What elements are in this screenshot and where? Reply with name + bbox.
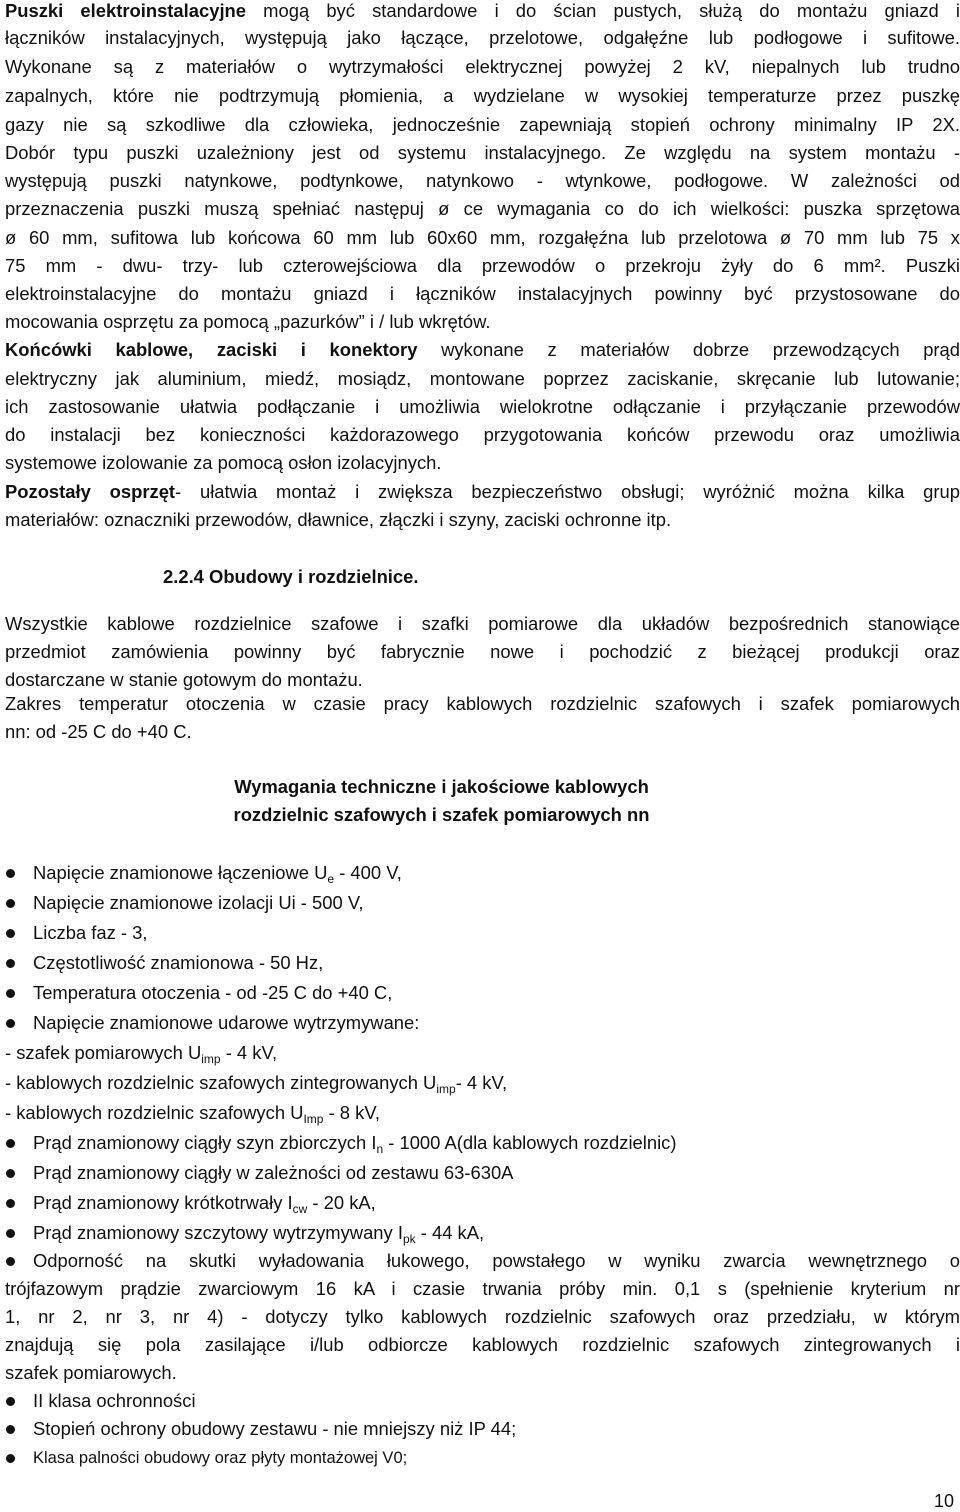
text-span: - ułatwia montaż i zwiększa bezpieczeństwo obsługi; wyróżnić można kilka grup [175,481,960,502]
bullet-icon [6,989,15,998]
paragraph-line: łączników instalacyjnych, występują jako łączące, przelotowe, odgałęźne lub podłogowe i sufitowe. [5,27,960,48]
bullet-icon [6,1139,15,1148]
bullet-icon [6,1019,15,1028]
text-span: - 1000 A(dla kablowych rozdzielnic) [383,1132,677,1153]
list-item-continuation: znajdują się pola zasilające i/lub odbiorcze kablowych rozdzielnic szafowych zintegrowanych i [5,1334,960,1355]
paragraph-line: materiałów: oznaczniki przewodów, dławnice, złączki i szyny, zaciski ochronne itp. [5,509,672,530]
text-span: wykonane z materiałów dobrze przewodzących prąd [417,339,960,360]
dash-item [5,1102,960,1124]
list-item-text: Napięcie znamionowe izolacji Ui - 500 V, [33,892,364,913]
text-span: - kablowych rozdzielnic szafowych zintegrowanych U [5,1072,437,1093]
paragraph-line: przeznaczenia puszki muszą spełniać następuj ø ce wymagania co do ich wielkości: puszka sprzętowa [5,198,960,219]
list-item-text: Napięcie znamionowe udarowe wytrzymywane: [33,1012,420,1033]
text-span: - kablowych rozdzielnic szafowych U [5,1102,304,1123]
bullet-icon [6,1199,15,1208]
list-item-text: Stopień ochrony obudowy zestawu - nie mniejszy niż IP 44; [33,1418,517,1439]
text-span: - szafek pomiarowych U [5,1042,202,1063]
text-span: Napięcie znamionowe łączeniowe U [33,862,328,883]
text-span: - 20 kA, [307,1192,376,1213]
text-span: - 400 V, [334,862,402,883]
requirements-heading-line1: Wymagania techniczne i jakościowe kablowych [234,776,649,797]
list-item-text: Odporność na skutki wyładowania łukowego, powstałego w wyniku zwarcia wewnętrznego o [33,1250,960,1271]
list-item-text: II klasa ochronności [33,1390,196,1411]
paragraph-line: elektryczny jak aluminium, miedź, mosiądz, montowane poprzez zaciskanie, skręcanie lub lutowanie; [5,368,960,389]
text-span: - 4 kV, [455,1072,508,1093]
bullet-icon [6,1454,15,1463]
paragraph-line: występują puszki natynkowe, podtynkowe, natynkowo - wtynkowe, podłogowe. W zależności od [5,170,960,191]
list-item-text: Klasa palności obudowy oraz płyty montażowej V0; [33,1449,408,1467]
dash-item [5,1042,960,1064]
list-item-text: Temperatura otoczenia - od -25 C do +40 C, [33,982,393,1003]
bullet-icon [6,899,15,908]
paragraph-line: Zakres temperatur otoczenia w czasie pracy kablowych rozdzielnic szafowych i szafek pomiarowych [5,693,960,714]
bullet-icon [6,1169,15,1178]
text-span: mogą być standardowe i do ścian pustych, służą do montażu gniazd i [246,0,960,21]
paragraph-line: systemowe izolowanie za pomocą osłon izolacyjnych. [5,452,442,473]
subscript: e [327,872,335,886]
bullet-icon [6,929,15,938]
paragraph-line: mocowania osprzętu za pomocą „pazurków” i / lub wkrętów. [5,311,491,332]
paragraph-line: przedmiot zamówienia powinny być fabrycznie nowe i pochodzić z bieżącej produkcji oraz [5,641,960,662]
list-item-continuation: szafek pomiarowych. [5,1362,177,1383]
paragraph-line: gazy nie są szkodliwe dla człowieka, jednocześnie zapewniają stopień ochrony minimalny IP 2X. [5,114,960,135]
subscript: cw [292,1202,308,1216]
paragraph-puszki-line [5,0,960,22]
paragraph-line: do instalacji bez konieczności każdorazowego przygotowania końców przewodu oraz umożliwia [5,424,960,445]
bullet-icon [6,959,15,968]
subscript: imp [436,1082,456,1096]
paragraph-line: Dobór typu puszki uzależniony jest od systemu instalacyjnego. Ze względu na system montażu - [5,142,960,163]
dash-item [5,1072,960,1094]
bullet-icon [6,1425,15,1434]
bullet-icon [6,869,15,878]
text-span: - 8 kV, [323,1102,381,1123]
list-item-continuation: trójfazowym prądzie zwarciowym 16 kA i czasie trwania próby min. 0,1 s (spełnienie kryterium nr [5,1278,960,1299]
paragraph-line: 75 mm - dwu- trzy- lub czterowejściowa dla przewodów o przekroju żyły do 6 mm². Puszki [5,255,960,276]
subscript: Imp [303,1112,324,1126]
text-span: - 44 kA, [415,1222,485,1243]
paragraph-line: Wszystkie kablowe rozdzielnice szafowe i szafki pomiarowe dla układów bezpośrednich stanowiące [5,613,960,634]
paragraph-line: ø 60 mm, sufitowa lub końcowa 60 mm lub 60x60 mm, rozgałęźna lub przelotowa ø 70 mm lub 75 x [5,227,960,248]
paragraph-line: dostarczane w stanie gotowym do montażu. [5,669,363,690]
list-item-text: Prąd znamionowy ciągły w zależności od zestawu 63-630A [33,1162,514,1183]
paragraph-line: zapalnych, które nie podtrzymują płomienia, a wydzielane w wysokiej temperaturze przez puszkę [5,85,960,106]
subscript: imp [201,1052,221,1066]
paragraph-line: Wykonane są z materiałów o wytrzymałości elektrycznej powyżej 2 kV, niepalnych lub trudno [5,56,960,77]
text-span: Prąd znamionowy krótkotrwały I [33,1192,293,1213]
term-puszki: Puszki elektroinstalacyjne [5,0,247,21]
list-item-text: Liczba faz - 3, [33,922,148,943]
subscript: n [376,1142,384,1156]
paragraph-line: nn: od -25 C do +40 C. [5,721,192,742]
bullet-icon [6,1229,15,1238]
paragraph-line: ich zastosowanie ułatwia podłączanie i umożliwia wielokrotne odłączanie i przyłączanie przewodów [5,396,960,417]
term-koncowki: Końcówki kablowe, zaciski i konektory [5,339,418,360]
paragraph-koncowki-line [5,339,960,361]
bullet-icon [6,1397,15,1406]
list-item-text: Częstotliwość znamionowa - 50 Hz, [33,952,324,973]
subscript: pk [402,1232,416,1246]
paragraph-line: elektroinstalacyjne do montażu gniazd i łączników instalacyjnych powinny być przystosowane do [5,283,960,304]
list-item-continuation: 1, nr 2, nr 3, nr 4) - dotyczy tylko kablowych rozdzielnic szafowych oraz przedziału, w którym [5,1306,960,1327]
page-number: 10 [933,1491,954,1511]
text-span: Prąd znamionowy ciągły szyn zbiorczych I [33,1132,377,1153]
section-heading: 2.2.4 Obudowy i rozdzielnice. [163,566,419,587]
requirements-heading-line2: rozdzielnic szafowych i szafek pomiarowych nn [233,804,650,825]
paragraph-pozostaly-line [5,481,960,503]
text-span: - 4 kV, [220,1042,278,1063]
bullet-icon [6,1257,15,1266]
term-pozostaly: Pozostały osprzęt [5,481,176,502]
text-span: Prąd znamionowy szczytowy wytrzymywany I [33,1222,403,1243]
